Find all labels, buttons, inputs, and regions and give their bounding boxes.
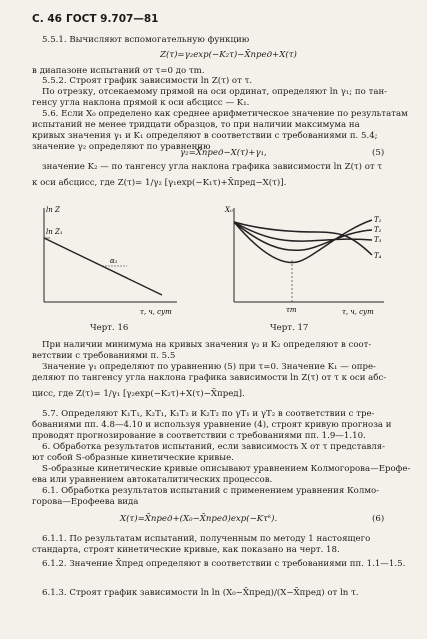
x-axis-label: τ, ч, сут	[342, 308, 374, 316]
curve-label: T₃	[374, 236, 382, 244]
paragraph-line: По отрезку, отсекаемому прямой на оси ординат, определяют ln γ₁; по тан-	[42, 87, 388, 97]
figure-16	[32, 200, 192, 320]
paragraph-line: цисс, где Z(τ)= 1/γ₁ [γ₂exp(−K₂τ)+X(τ)−X̄пред].	[32, 389, 245, 399]
paragraph-line: 5.6. Если X₀ определено как среднее арифметическое значение по результатам	[42, 109, 408, 119]
y-axis-label: X₀	[225, 206, 233, 214]
paragraph-line: 6.1. Обработка результатов испытаний с применением уравнения Колмо-	[42, 486, 380, 496]
regression-line	[44, 238, 162, 295]
paragraph-line: бованиями пп. 4.8—4.10 и используя уравнение (4), строят кривую прогноза и	[32, 420, 392, 430]
curve-label: T₄	[374, 252, 382, 260]
paragraph-line: к оси абсцисс, где Z(τ)= 1/γ₂ [γ₁exp(−K₁τ)+X̄пред−X(τ)].	[32, 178, 287, 188]
figure-17-caption: Черт. 17	[270, 323, 309, 333]
paragraph-line: 5.5.2. Строят график зависимости ln Z(τ) от τ.	[42, 76, 253, 86]
equation-number: (6)	[372, 514, 385, 524]
paragraph-line: Значение γ₁ определяют по уравнению (5) при τ=0. Значение K₁ — опре-	[42, 362, 376, 372]
curve-label: T₂	[374, 226, 382, 234]
angle-label: α₁	[110, 257, 118, 265]
paragraph-line: испытаний не менее тридцати образцов, то при наличии максимума на	[32, 120, 360, 130]
paragraph-line: 6.1.2. Значение X̄пред определяют в соответствии с требованиями пп. 1.1—1.5.	[42, 559, 406, 569]
intercept-label: ln Z₁	[46, 228, 63, 236]
paragraph-line: в диапазоне испытаний от τ=0 до τm.	[32, 66, 205, 76]
paragraph-line: ют собой S-образные кинетические кривые.	[32, 453, 234, 463]
paragraph-line: проводят прогнозирование в соответствии с требованиями пп. 1.9—1.10.	[32, 431, 366, 441]
paragraph-line: кривых значения γ₁ и K₁ определяют в соответствии с требованиями п. 5.4;	[32, 131, 378, 141]
y-axis-label: ln Z	[46, 206, 60, 214]
x-axis-label: τ, ч, сут	[140, 308, 172, 316]
paragraph-line: S-образные кинетические кривые описывают уравнением Колмогорова—Ерофе-	[42, 464, 411, 474]
paragraph-line: При наличии минимума на кривых значения γ₂ и K₂ определяют в соот-	[42, 340, 372, 350]
paragraph-line: 5.5.1. Вычисляют вспомогательную функцию	[42, 35, 250, 45]
paragraph-line: стандарта, строят кинетические кривые, как показано на черт. 18.	[32, 545, 340, 555]
paragraph-line: значение γ₂ определяют по уравнению	[32, 142, 211, 152]
formula-6: X(τ)=X̄пред+(X₀−X̄пред)exp(−Kτᵏ).	[120, 514, 278, 524]
paragraph-line: ветствии с требованиями п. 5.5	[32, 351, 176, 361]
standard-code: ГОСТ 9.707—81	[66, 13, 159, 25]
curve-label: T₁	[374, 216, 382, 224]
paragraph-line: 6. Обработка результатов испытаний, если зависимость X от τ представля-	[42, 442, 386, 452]
paragraph-line: деляют по тангенсу угла наклона графика зависимости ln Z(τ) от τ к оси абс-	[32, 373, 387, 383]
paragraph-line: 6.1.3. Строят график зависимости ln ln (X₀−X̄пред)/(X−X̄пред) от ln τ.	[42, 588, 359, 598]
figure-16-caption: Черт. 16	[90, 323, 129, 333]
figure-17	[222, 200, 392, 320]
paragraph-line: значение K₂ — по тангенсу угла наклона графика зависимости ln Z(τ) от τ	[42, 162, 383, 172]
paragraph-line: горова—Ерофеева вида	[32, 497, 139, 507]
equation-number: (5)	[372, 148, 385, 158]
formula-5: γ₂=X̄пред−X(τ)+γ₁,	[180, 148, 267, 158]
paragraph-line: 5.7. Определяют K₁T₁, K₂T₁, K₁T₂ и K₂T₂ по γT₁ и γT₂ в соответствии с тре-	[42, 409, 375, 419]
paragraph-line: 6.1.1. По результатам испытаний, полученным по методу 1 настоящего	[42, 534, 371, 544]
paragraph-line: генсу угла наклона прямой к оси абсцисс — K₁.	[32, 98, 250, 108]
formula-z: Z(τ)=γ₂exp(−K₂τ)−X̄пред+X(τ)	[160, 50, 297, 60]
page-number: С. 46	[32, 13, 62, 25]
paragraph-line: ева или уравнением автокаталитических процессов.	[32, 475, 273, 485]
tau-m-label: τm	[286, 306, 297, 314]
